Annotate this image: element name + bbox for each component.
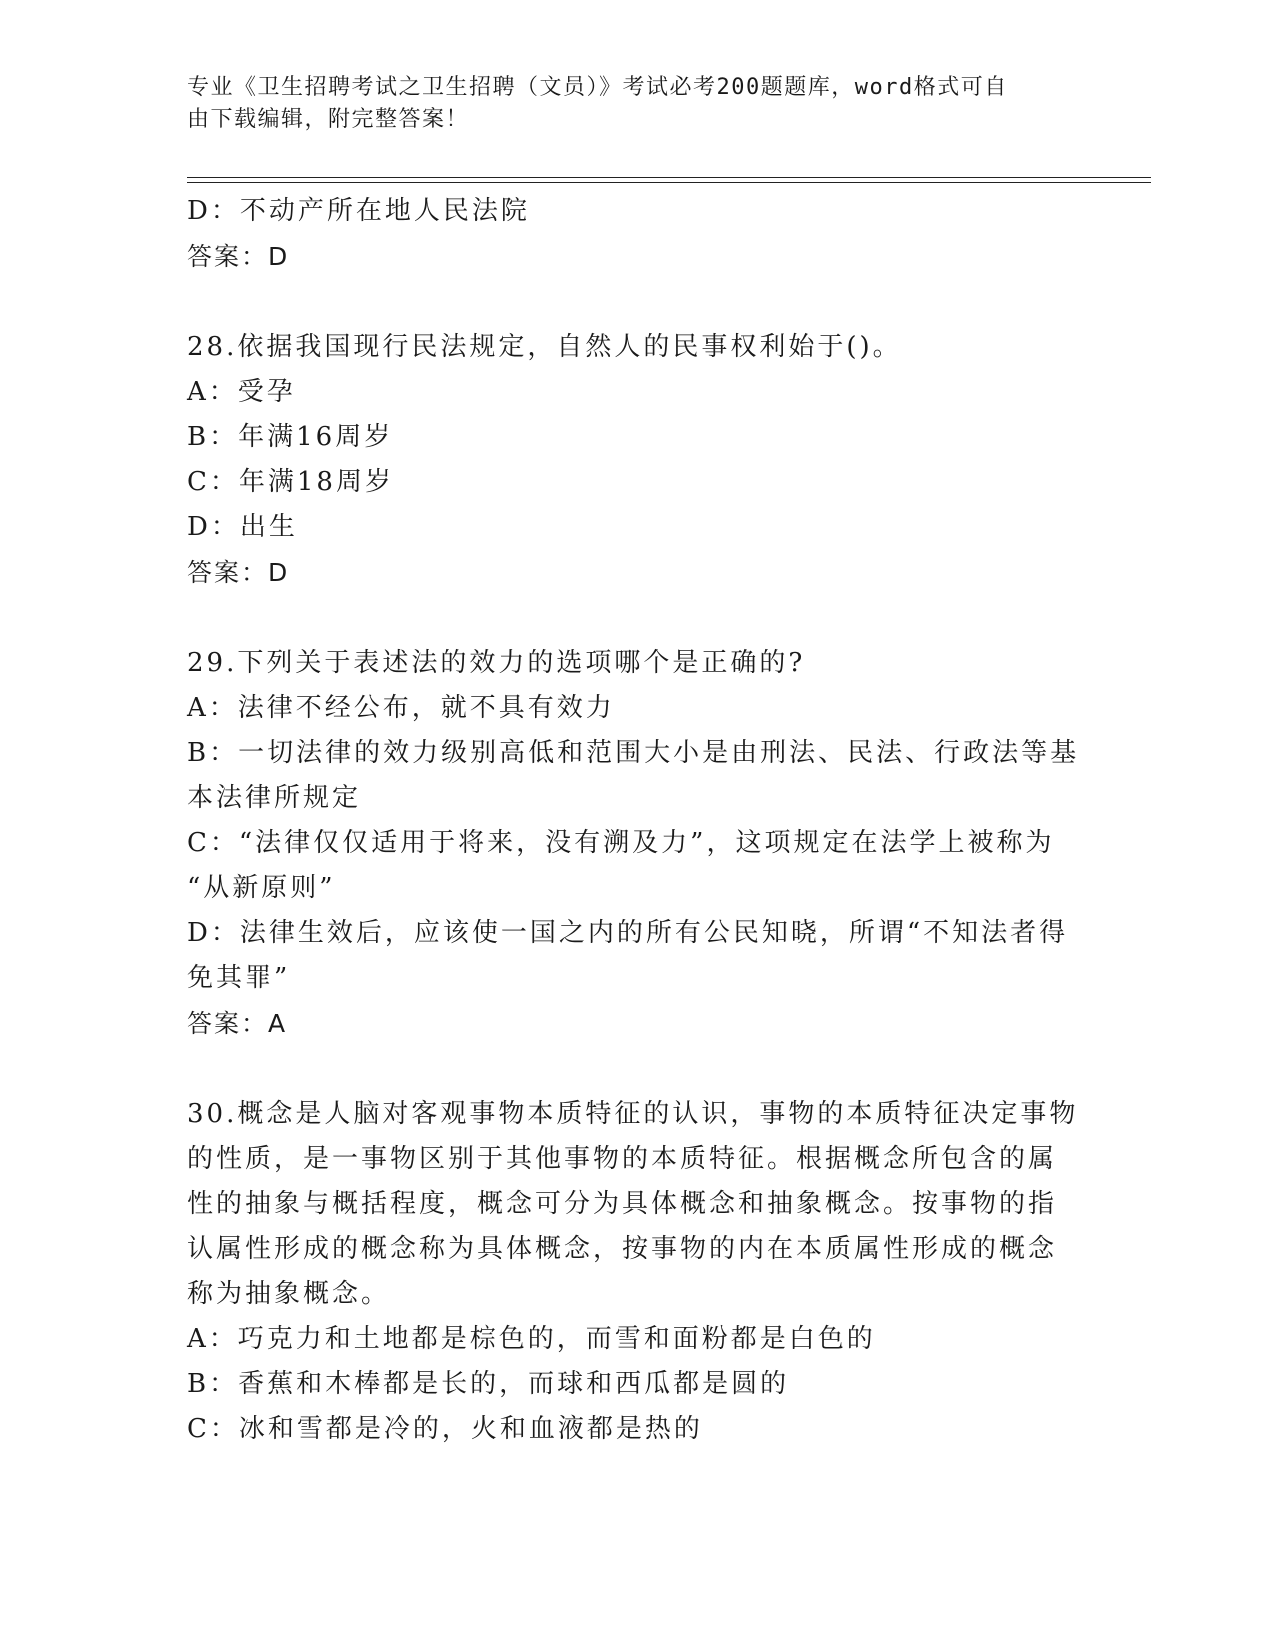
question-block-28 <box>187 325 1087 595</box>
option-c-line-1: C：“法律仅仅适用于将来，没有溯及力”，这项规定在法学上被称为 <box>187 828 1055 858</box>
question-stem-line-3: 性的抽象与概括程度，概念可分为具体概念和抽象概念。按事物的指 <box>187 1189 1058 1219</box>
header-line-2: 由下载编辑，附完整答案！ <box>187 107 470 132</box>
header-divider-top <box>187 177 1151 178</box>
option-d-line-2: 免其罪” <box>187 963 291 993</box>
question-block-29 <box>187 641 1087 1046</box>
spacer <box>187 279 1087 325</box>
document-header <box>187 72 1067 136</box>
header-divider-bottom <box>187 182 1151 183</box>
answer-line: 答案：D <box>187 558 290 587</box>
option-a: A：受孕 <box>187 377 296 407</box>
option-d: D：出生 <box>187 512 298 542</box>
option-b: B：香蕉和木棒都是长的，而球和西瓜都是圆的 <box>187 1369 790 1399</box>
question-stem: 28.依据我国现行民法规定，自然人的民事权利始于()。 <box>187 332 902 362</box>
spacer <box>187 595 1087 641</box>
question-block-30 <box>187 1092 1087 1452</box>
option-d: D：不动产所在地人民法院 <box>187 196 530 226</box>
option-b-line-2: 本法律所规定 <box>187 783 362 813</box>
question-block-27-tail <box>187 189 1087 279</box>
question-stem-line-4: 认属性形成的概念称为具体概念，按事物的内在本质属性形成的概念 <box>187 1234 1058 1264</box>
option-b: B：年满16周岁 <box>187 422 394 452</box>
answer-line: 答案：A <box>187 1009 288 1038</box>
option-a: A：巧克力和土地都是棕色的，而雪和面粉都是白色的 <box>187 1324 876 1354</box>
question-stem-line-5: 称为抽象概念。 <box>187 1279 391 1309</box>
option-a: A：法律不经公布，就不具有效力 <box>187 693 615 723</box>
option-c: C：冰和雪都是冷的，火和血液都是热的 <box>187 1414 703 1444</box>
question-stem: 29.下列关于表述法的效力的选项哪个是正确的? <box>187 648 806 678</box>
spacer <box>187 1046 1087 1092</box>
document-body <box>187 189 1087 1452</box>
header-line-1: 专业《卫生招聘考试之卫生招聘（文员）》考试必考200题题库，word格式可自 <box>187 75 1008 100</box>
option-c-line-2: “从新原则” <box>187 873 336 903</box>
question-stem-line-1: 30.概念是人脑对客观事物本质特征的认识，事物的本质特征决定事物 <box>187 1099 1079 1129</box>
question-stem-line-2: 的性质，是一事物区别于其他事物的本质特征。根据概念所包含的属 <box>187 1144 1058 1174</box>
option-b-line-1: B：一切法律的效力级别高低和范围大小是由刑法、民法、行政法等基 <box>187 738 1080 768</box>
answer-line: 答案：D <box>187 242 290 271</box>
option-d-line-1: D：法律生效后，应该使一国之内的所有公民知晓，所谓“不知法者得 <box>187 918 1069 948</box>
option-c: C：年满18周岁 <box>187 467 394 497</box>
